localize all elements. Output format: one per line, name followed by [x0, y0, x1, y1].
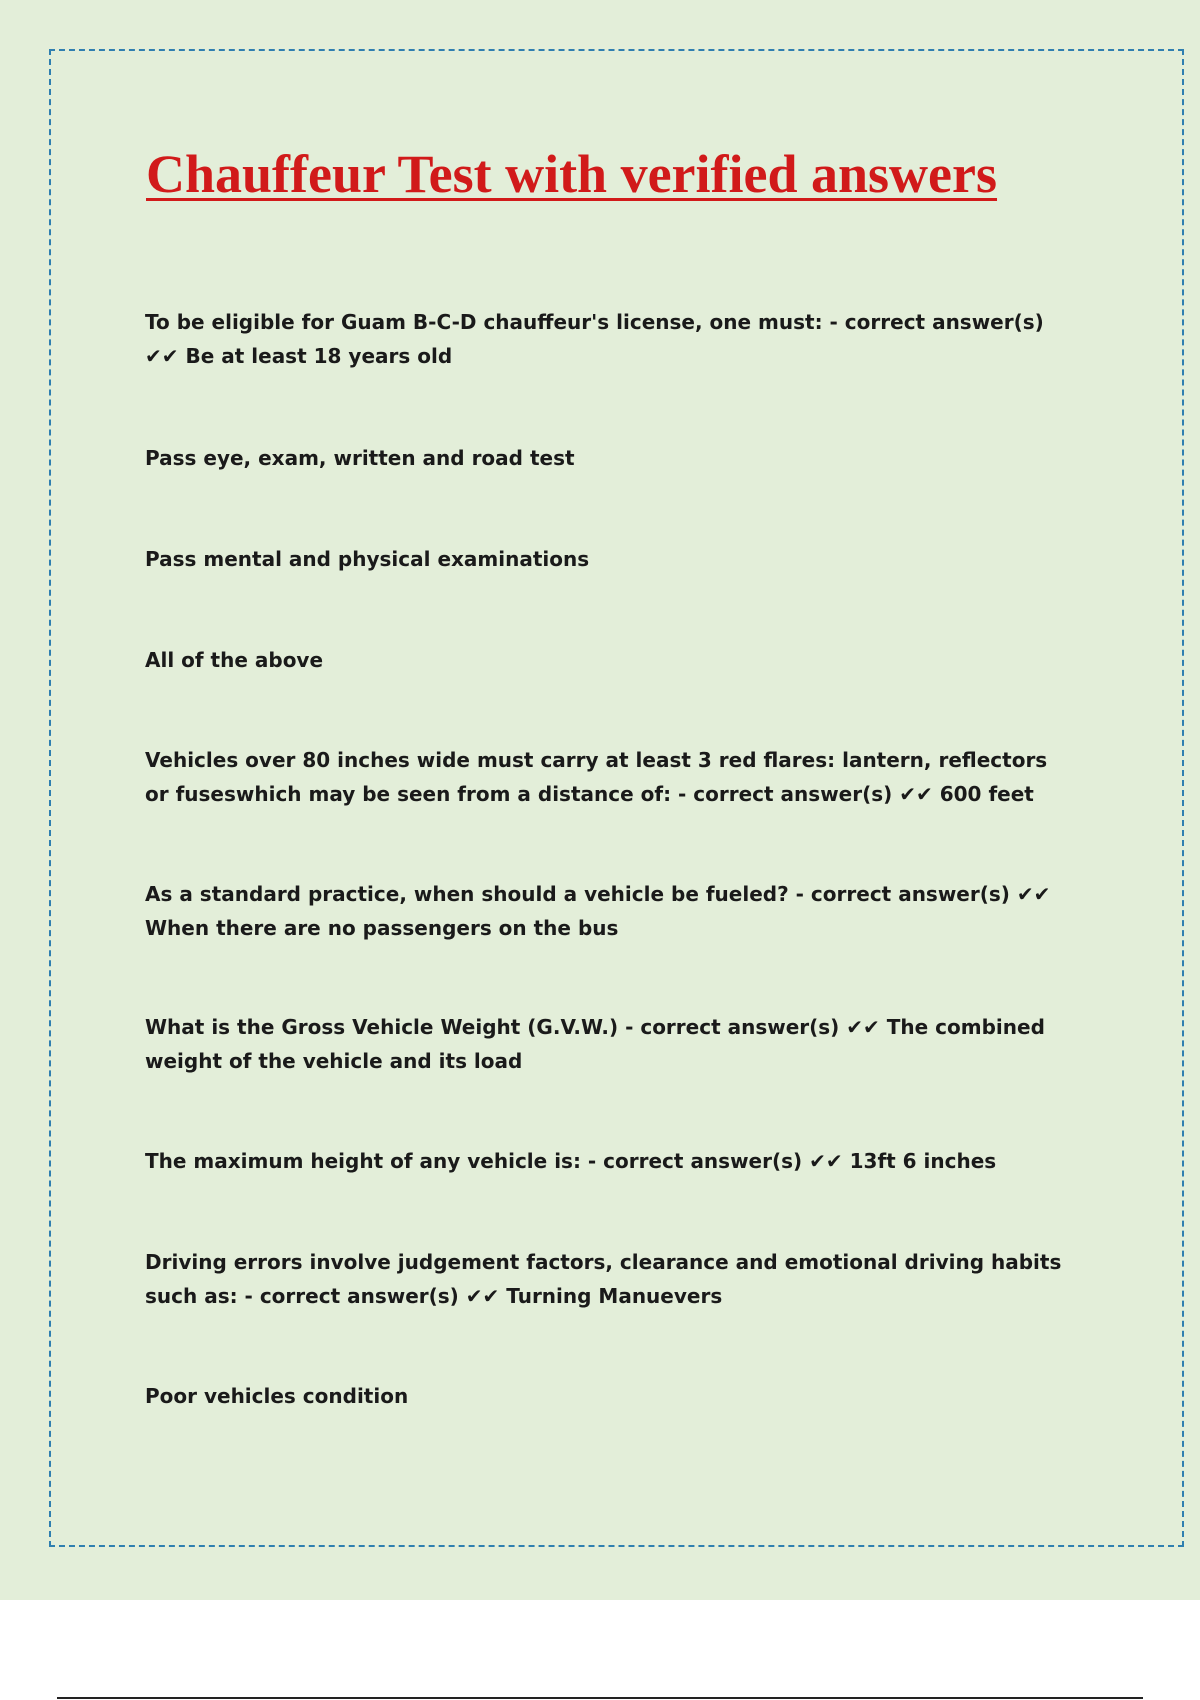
question-paragraph: Vehicles over 80 inches wide must carry at least 3 red flares: lantern, reflectors or fuseswhich may be seen from a distance of: - correct answer(s) ✔✔ 600 feet	[145, 748, 1048, 806]
question-paragraph: What is the Gross Vehicle Weight (G.V.W.) - correct answer(s) ✔✔ The combined weight of the vehicle and its load	[145, 1015, 1045, 1073]
question-paragraph: As a standard practice, when should a vehicle be fueled? - correct answer(s) ✔✔ When there are no passengers on the bus	[145, 882, 1051, 940]
question-paragraph: To be eligible for Guam B-C-D chauffeur's license, one must: - correct answer(s) ✔✔ Be at least 18 years old	[145, 310, 1044, 368]
footer-divider	[57, 1697, 1143, 1699]
question-paragraph: The maximum height of any vehicle is: - correct answer(s) ✔✔ 13ft 6 inches	[145, 1149, 997, 1173]
question-paragraph: Driving errors involve judgement factors, clearance and emotional driving habits such as: - correct answer(s) ✔✔ Turning Manuevers	[145, 1250, 1062, 1308]
question-paragraph: Poor vehicles condition	[145, 1384, 409, 1408]
question-paragraph: All of the above	[145, 648, 324, 672]
question-paragraph: Pass eye, exam, written and road test	[145, 446, 575, 470]
question-paragraph: Pass mental and physical examinations	[145, 547, 590, 571]
document-title: Chauffeur Test with verified answers	[146, 144, 998, 204]
